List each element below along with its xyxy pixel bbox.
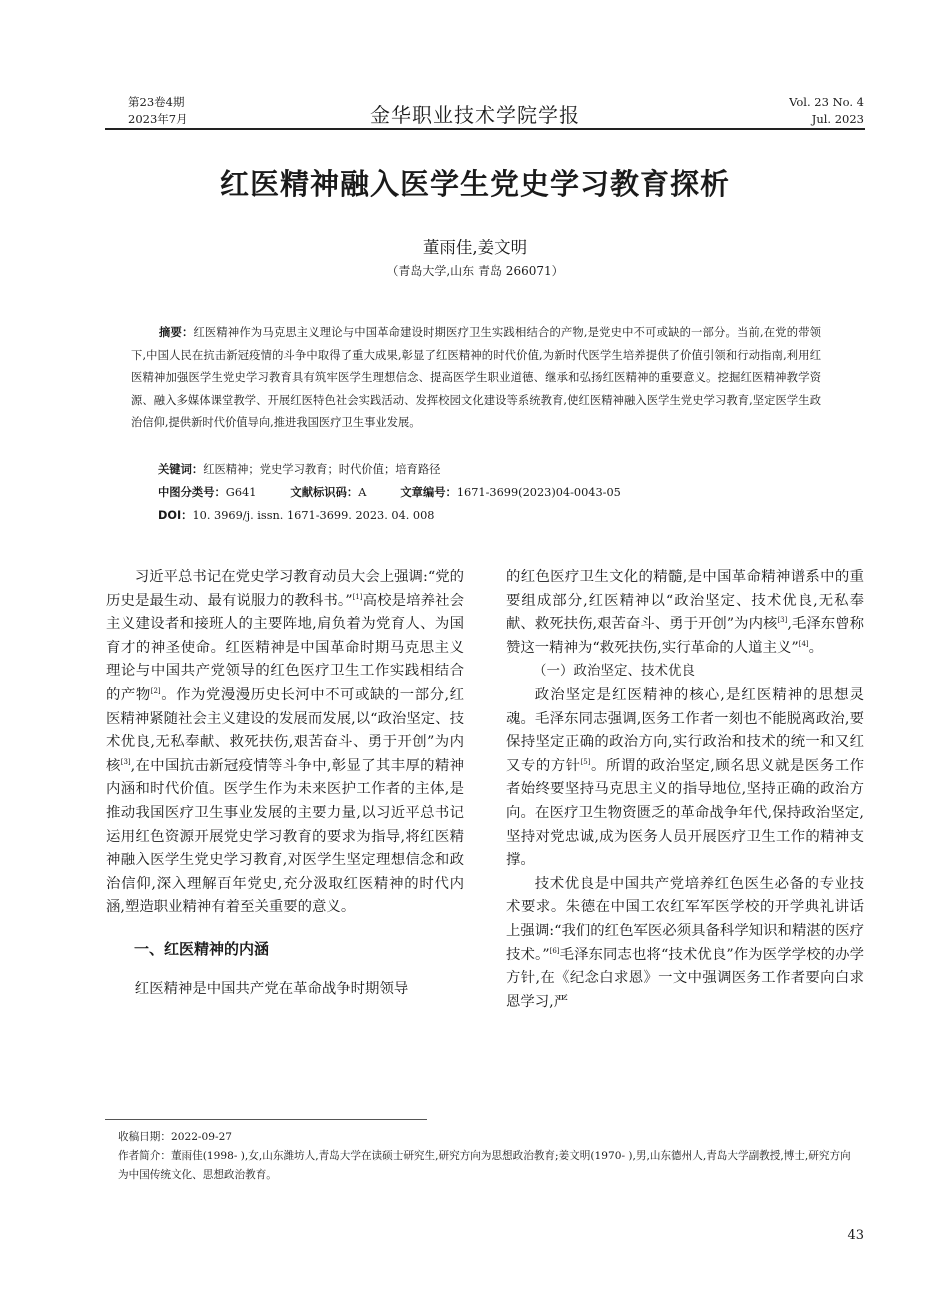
paragraph-text: 毛泽东同志也将“技术优良”作为医学学校的办学方针,在《纪念白求恩》一文中强调医务工作者要向白求恩学习,严 [506, 946, 864, 1010]
header-volume-en [789, 94, 864, 128]
citation-ref: [3] [120, 757, 131, 766]
doi-value: 10. 3969/j. issn. 1671-3699. 2023. 04. 008 [192, 509, 435, 522]
article-authors: 董雨佳,姜文明 [422, 238, 528, 257]
body-right-column [506, 566, 864, 1014]
paragraph-text: 。作为党漫漫历史长河中不可或缺的一部分,红医精神紧随社会主义建设的发展而发展,以“政治坚定、技术优良,无私奉献、救死扶伤,艰苦奋斗、勇于开创”为内核 [106, 686, 464, 774]
keywords-line [158, 461, 440, 477]
paragraph-text: 。 [808, 639, 824, 656]
body-left-column [106, 566, 464, 1002]
footnote-author-bio: 作者简介：董雨佳(1998- ),女,山东潍坊人,青岛大学在读硕士研究生,研究方向为思想政治教育;姜文明(1970- ),男,山东德州人,青岛大学副教授,博士,研究方向为中国传统文化、思想政治教育。 [118, 1150, 851, 1181]
doc-code-value: A [358, 486, 367, 499]
clc-label: 中图分类号： [158, 486, 226, 499]
journal-name: 金华职业技术学院学报 [370, 103, 580, 127]
classification-line [158, 484, 621, 500]
header-date-cn-text: 2023年7月 [128, 112, 188, 126]
article-title: 红医精神融入医学生党史学习教育探析 [219, 167, 730, 201]
abstract-text: 红医精神作为马克思主义理论与中国革命建设时期医疗卫生实践相结合的产物,是党史中不可或缺的一部分。当前,在党的带领下,中国人民在抗击新冠疫情的斗争中取得了重大成果,彰显了红医精神的时代价值,为新时代医学生培养提供了价值引领和行动指南,利用红医精神加强医学生党史学习教育具有筑牢医学生理想信念、提高医学生职业道德、继承和弘扬红医精神的重要意义。挖掘红医精神教学资源、融入多媒体课堂教学、开展红医特色社会实践活动、发挥校园文化建设等系统教育,使红医精神融入医学生党史学习教育,坚定医学生政治信仰,提供新时代价值导向,推进我国医疗卫生事业发展。 [131, 326, 821, 429]
doc-code-label: 文献标识码： [290, 486, 359, 499]
subsection-heading: （一）政治坚定、技术优良 [533, 663, 695, 680]
paragraph-text: 技术优良是中国共产党培养红色医生必备的专业技术要求。朱德在中国工农红军军医学校的开学典礼讲话上强调:“我们的红色军医必须具备科学知识和精湛的医疗技术。” [506, 875, 864, 963]
page-number: 43 [847, 1228, 864, 1243]
paragraph-text: 。所谓的政治坚定,顾名思义就是医务工作者始终要坚持马克思主义的指导地位,坚持正确的政治方向。在医疗卫生物资匮乏的革命战争年代,保持政治坚定,坚持对党忠诚,成为医务人员开展医疗卫生工作的精神支撑。 [506, 757, 864, 869]
body-paragraph-continued [506, 566, 864, 660]
article-affiliation: （青岛大学,山东 青岛 266071） [386, 264, 564, 278]
footnote-received: 收稿日期：2022-09-27 [118, 1131, 233, 1143]
body-paragraph [506, 873, 864, 1015]
header-date-en-text: Jul. 2023 [811, 112, 864, 126]
article-number-value: 1671-3699(2023)04-0043-05 [456, 486, 621, 499]
body-paragraph-intro [106, 566, 464, 920]
citation-ref: [3] [777, 616, 788, 625]
paragraph-text: ,在中国抗击新冠疫情等斗争中,彰显了其丰厚的精神内涵和时代价值。医学生作为未来医护工作者的主体,是推动我国医疗卫生事业发展的主要力量,以习近平总书记运用红色资源开展党史学习教育的要求为指导,将红医精神融入医学生党史学习教育,对医学生坚定理想信念和政治信仰,深入理解百年党史,充分汲取红医精神的时代内涵,塑造职业精神有着至关重要的意义。 [106, 757, 464, 916]
header-rule [105, 128, 865, 130]
abstract [131, 322, 821, 435]
article-number-label: 文章编号： [400, 486, 457, 499]
paragraph-text: 的红色医疗卫生文化的精髓,是中国革命精神谱系中的重要组成部分,红医精神以“政治坚定、技术优良,无私奉献、救死扶伤,艰苦奋斗、勇于开创”为内核 [506, 569, 864, 633]
body-paragraph: 红医精神是中国共产党在革命战争时期领导 [134, 980, 409, 997]
keywords-label: 关键词： [158, 463, 204, 476]
header-volume-en-text: Vol. 23 No. 4 [789, 95, 864, 109]
citation-ref: [2] [150, 686, 161, 695]
citation-ref: [6] [549, 946, 560, 955]
body-paragraph [506, 684, 864, 873]
header-volume-cn-text: 第23卷4期 [128, 95, 185, 109]
citation-ref: [4] [798, 639, 809, 648]
keywords-text: 红医精神；党史学习教育；时代价值；培育路径 [203, 463, 441, 476]
paragraph-text: 高校是培养社会主义建设者和接班人的主要阵地,肩负着为党育人、为国育才的神圣使命。红医精神是中国革命时期马克思主义理论与中国共产党领导的红色医疗卫生工作实践相结合的产物 [106, 592, 464, 703]
paragraph-text: ,毛泽东曾称赞这一精神为“救死扶伤,实行革命的人道主义” [506, 616, 865, 656]
doi-label: DOI： [158, 509, 193, 522]
paragraph-text: 习近平总书记在党史学习教育动员大会上强调:“党的历史是最生动、最有说服力的教科书。” [106, 569, 464, 609]
footnote-rule [105, 1119, 427, 1120]
citation-ref: [5] [580, 757, 591, 766]
paragraph-text: 政治坚定是红医精神的核心,是红医精神的思想灵魂。毛泽东同志强调,医务工作者一刻也不能脱离政治,要保持坚定正确的政治方向,实行政治和技术的统一和又红又专的方针 [506, 686, 864, 774]
clc-value: G641 [225, 486, 257, 499]
citation-ref: [1] [352, 592, 363, 601]
footnote [118, 1128, 858, 1185]
doi-line [158, 507, 435, 523]
abstract-label: 摘要： [159, 326, 194, 339]
section-heading: 一、红医精神的内涵 [134, 939, 270, 958]
